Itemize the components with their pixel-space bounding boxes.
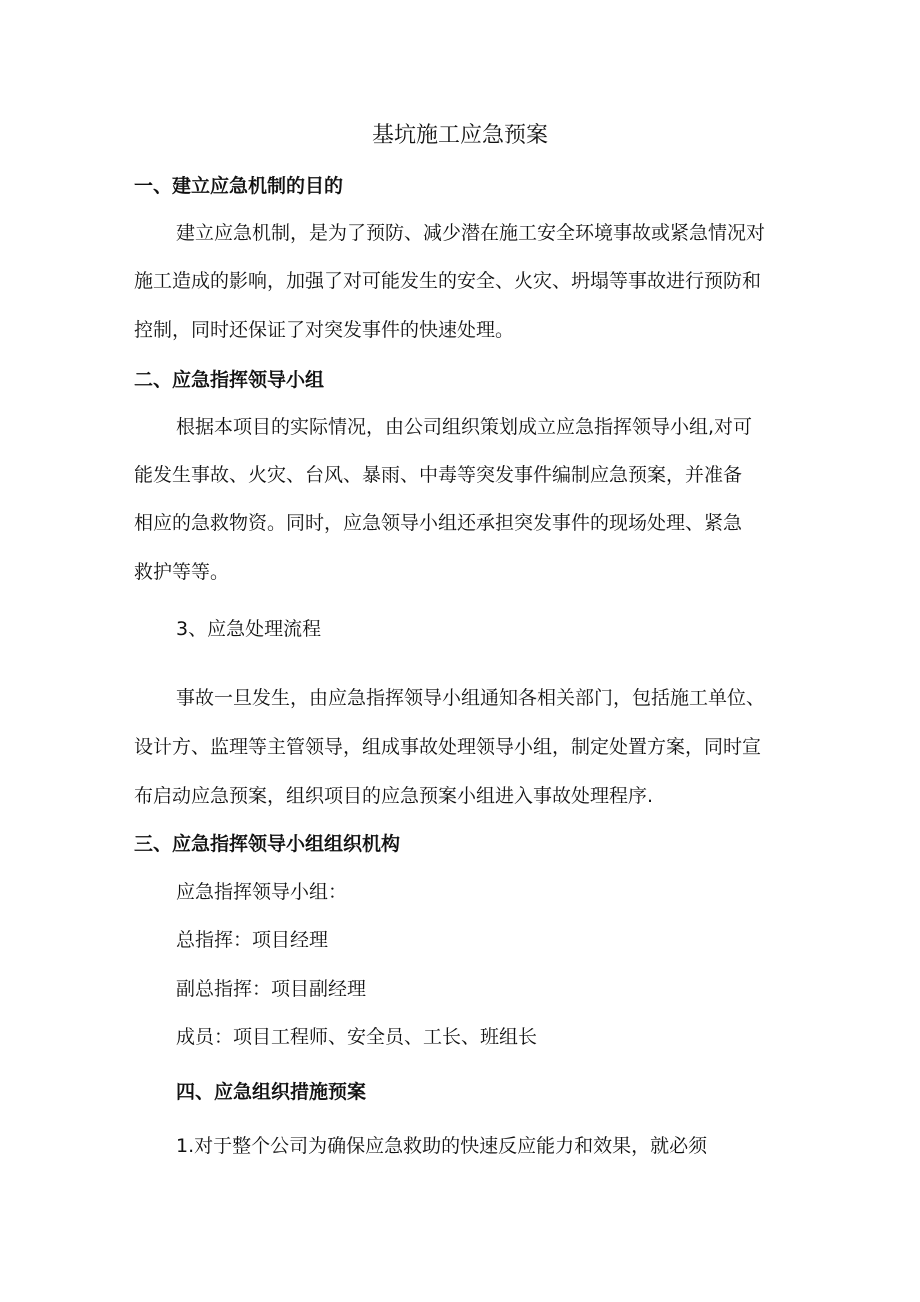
paragraph-line: 布启动应急预案，组织项目的应急预案小组进入事故处理程序.: [134, 785, 654, 807]
list-item: 总指挥：项目经理: [176, 929, 329, 951]
paragraph-line: 控制，同时还保证了对突发事件的快速处理。: [134, 319, 515, 341]
paragraph-line: 救护等等。: [134, 561, 230, 583]
paragraph-line: 能发生事故、火灾、台风、暴雨、中毒等突发事件编制应急预案，并准备: [134, 464, 743, 486]
section-heading-4: 四、应急组织措施预案: [176, 1081, 367, 1103]
section-heading-2: 二、应急指挥领导小组: [134, 369, 325, 391]
paragraph-line: 1.对于整个公司为确保应急救助的快速反应能力和效果，就必须: [176, 1135, 708, 1157]
paragraph-line: 施工造成的影响，加强了对可能发生的安全、火灾、坍塌等事故进行预防和: [134, 270, 762, 292]
document-title: 基坑施工应急预案: [371, 123, 548, 148]
list-item: 应急指挥领导小组：: [176, 881, 348, 903]
subsection-heading: 3、应急处理流程: [176, 618, 322, 640]
paragraph-line: 根据本项目的实际情况，由公司组织策划成立应急指挥领导小组,对可: [176, 416, 753, 438]
list-item: 成员：项目工程师、安全员、工长、班组长: [176, 1026, 538, 1048]
section-heading-3: 三、应急指挥领导小组组织机构: [134, 833, 401, 855]
paragraph-line: 设计方、监理等主管领导，组成事故处理领导小组，制定处置方案，同时宣: [134, 736, 762, 758]
paragraph-line: 事故一旦发生，由应急指挥领导小组通知各相关部门，包括施工单位、: [176, 687, 766, 709]
paragraph-line: 相应的急救物资。同时，应急领导小组还承担突发事件的现场处理、紧急: [134, 512, 743, 534]
list-item: 副总指挥：项目副经理: [176, 978, 367, 1000]
paragraph-line: 建立应急机制，是为了预防、减少潜在施工安全环境事故或紧急情况对: [176, 222, 766, 244]
section-heading-1: 一、建立应急机制的目的: [134, 175, 344, 197]
